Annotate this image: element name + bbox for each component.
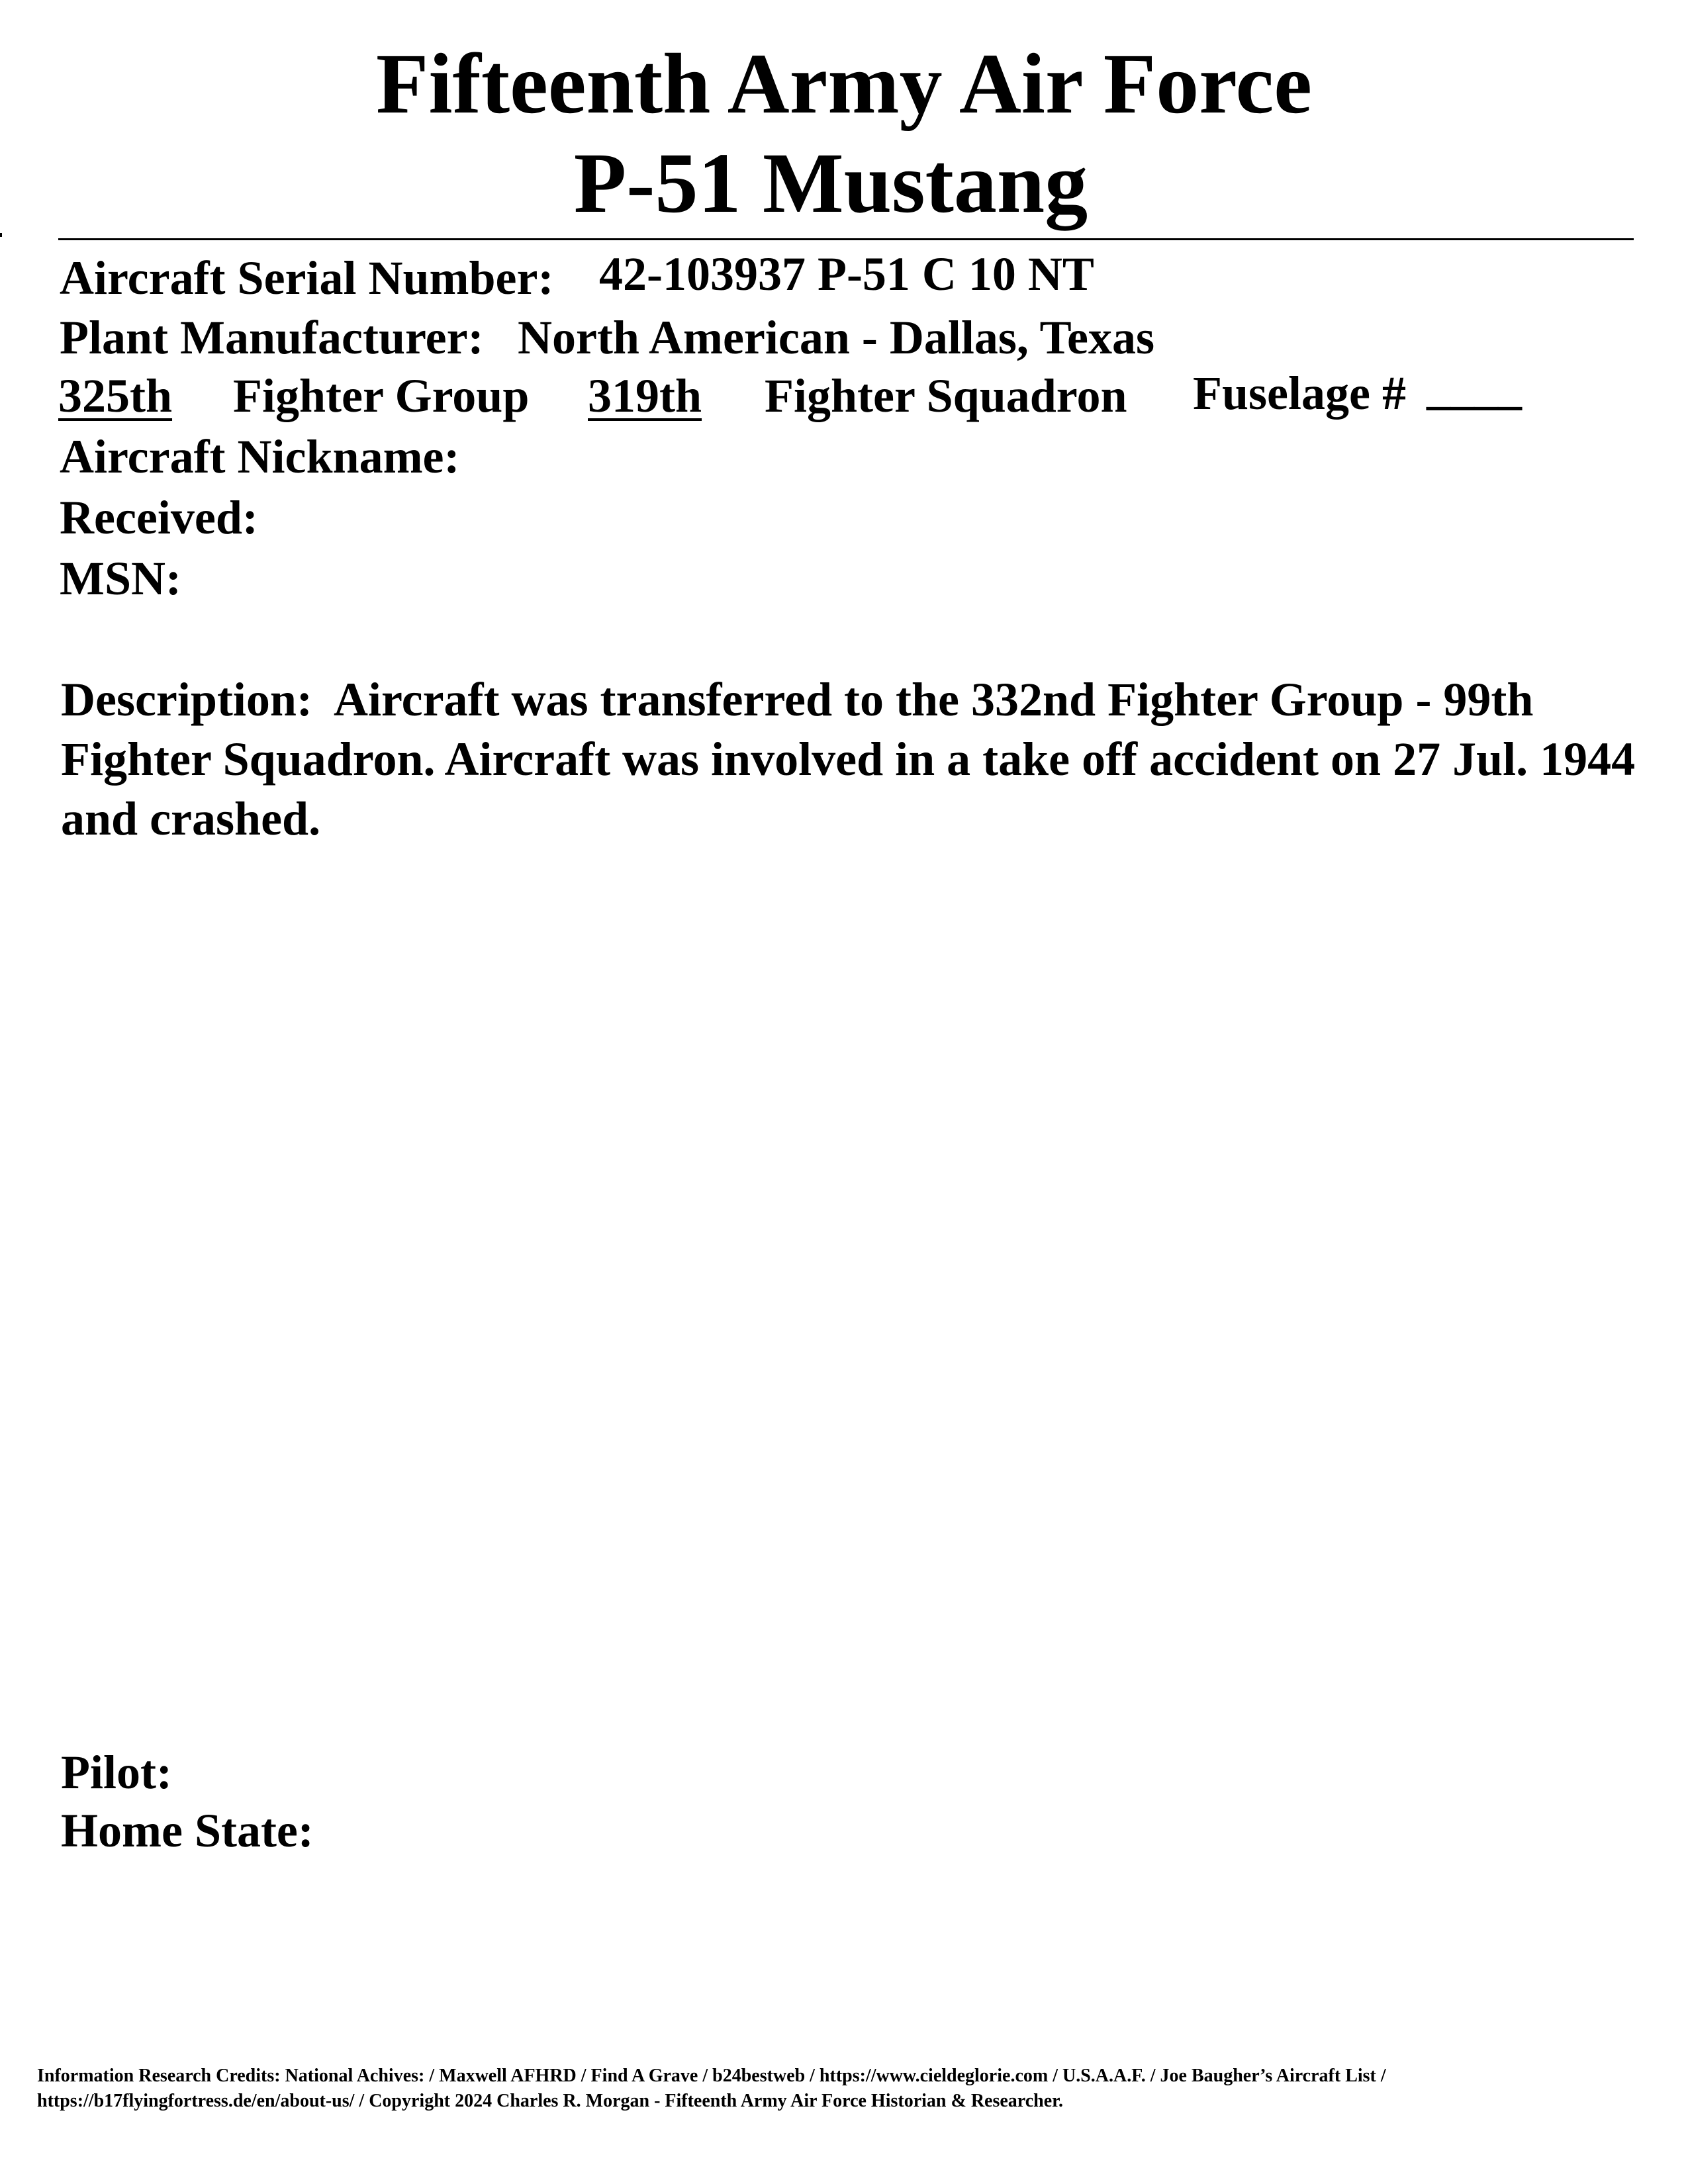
credits-line-2: https://b17flyingfortress.de/en/about-us/ / Copyright 2024 Charles R. Morgan - Fifteenth Army Air Force Historian & Researcher. (37, 2091, 1063, 2111)
description-label: Description: (61, 673, 312, 726)
aircraft-type-title: P-51 Mustang (573, 136, 1088, 231)
description-block (61, 670, 1636, 848)
credits-line-1: Information Research Credits: National Achives: / Maxwell AFHRD / Find A Grave / b24bestweb / https://www.cieldeglorie.com / U.S.A.A.F. / Joe Baugher’s Aircraft List / (37, 2066, 1386, 2086)
home-state-label: Home State: (61, 1804, 314, 1857)
fuselage-label: Fuselage # (1193, 367, 1406, 420)
fighter-squadron-value: 319th (588, 369, 702, 422)
credits-footer (37, 2064, 1652, 2114)
fuselage-blank: ____ (1427, 361, 1522, 414)
msn-label: MSN: (60, 552, 181, 605)
pilot-label: Pilot: (61, 1746, 172, 1799)
received-label: Received: (60, 491, 258, 544)
fighter-group-label: Fighter Group (233, 369, 530, 422)
header-divider (58, 238, 1634, 240)
fighter-group-value: 325th (58, 369, 173, 422)
nickname-label: Aircraft Nickname: (60, 430, 460, 483)
page-title: Fifteenth Army Air Force (376, 36, 1312, 132)
description-text: Aircraft was transferred to the 332nd Fighter Group - 99th Fighter Squadron. Aircraft was involved in a take off accident on 27 Jul. 1944 and crashed. (61, 673, 1636, 845)
manufacturer-value: North American - Dallas, Texas (518, 311, 1154, 364)
serial-number-label: Aircraft Serial Number: (60, 251, 554, 304)
margin-tick (0, 233, 2, 237)
manufacturer-label: Plant Manufacturer: (60, 311, 484, 364)
fighter-squadron-label: Fighter Squadron (765, 369, 1127, 422)
serial-number-value: 42-103937 P-51 C 10 NT (599, 248, 1094, 300)
